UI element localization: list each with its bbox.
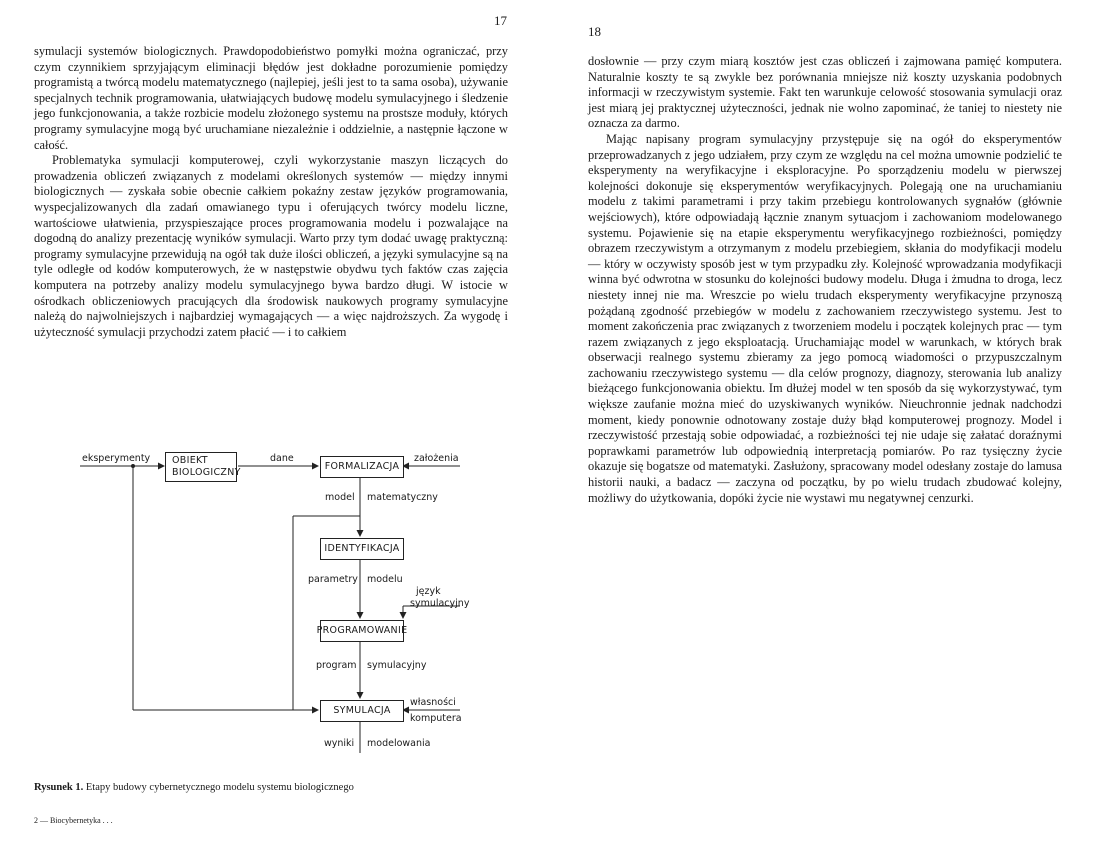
box-label: OBIEKT <box>172 455 208 466</box>
paragraph: Problematyka symulacji komputerowej, czyli wykorzystanie maszyn liczących do prowadzenia obliczeń związanych z modelami określonych systemów — między innymi biologicznych — zyskała sobie obecnie całkiem pokaźny zestaw języków programowania, wyspecjalizowanych dla zadań omawianego typu i oferujących twórcy modelu liczne, wartościowe ułatwienia, przyspieszające proces programowania modelu i pozwalające na dogodną do analizy prezentację wyników symulacji. Warto przy tym dodać uwagę praktyczną: programy symulacyjne przewidują na ogół tak duże ilości obliczeń, a języki symulacyjne są na tyle odległe od kodów komputerowych, że w następstwie obydwu tych faktów czas zajęcia komputera na potrzeby analizy modelu symulacyjnego bywa bardzo długi. W istocie w ośrodkach obliczeniowych pracujących dla środowisk naukowych programy symulacyjne należą do najwolniejszych i najbardziej wymagających — a więc najdroższych. Za wygodę i użyteczność symulacji przychodzi zatem płacić — i to całkiem <box>34 153 508 339</box>
label-wyniki: wyniki <box>324 738 355 749</box>
label-parametry: parametry <box>308 574 358 585</box>
page-number: 17 <box>494 13 507 28</box>
flow-diagram <box>80 448 480 768</box>
box-obiekt-biologiczny <box>165 452 241 482</box>
box-symulacja: SYMULACJA <box>320 700 404 722</box>
label-jezyk: język <box>416 586 441 597</box>
figure-caption <box>34 782 354 793</box>
label-eksperymenty: eksperymenty <box>82 453 151 464</box>
label-modelu: modelu <box>367 574 403 585</box>
page-number: 18 <box>588 24 601 39</box>
body-text <box>34 44 508 340</box>
label-model: model <box>325 492 355 503</box>
junction-dot <box>131 464 135 468</box>
body-text <box>588 54 1062 506</box>
label-modelowania: modelowania <box>367 738 431 749</box>
page-footer: 2 — Biocybernetyka . . . <box>34 816 113 825</box>
caption-label: Rysunek 1. <box>34 782 84 793</box>
label-symulacyjny-2: symulacyjny <box>367 660 427 671</box>
label-wlasnosci: własności <box>410 697 456 708</box>
label-zalozenia: założenia <box>414 453 459 464</box>
label-dane: dane <box>270 453 294 464</box>
box-programowanie: PROGRAMOWANIE <box>320 620 404 642</box>
right-page <box>550 0 1100 847</box>
caption-text: Etapy budowy cybernetycznego modelu systemu biologicznego <box>85 782 354 793</box>
label-symulacyjny: symulacyjny <box>410 598 470 609</box>
paragraph: dosłownie — przy czym miarą kosztów jest czas obliczeń i zajmowana pamięć komputera. Naturalnie koszty te są zwykle bez porównania mniejsze niż koszty uzyskania podobnych informacji w rzeczywistym systemie. Fakt ten warunkuje celowość stosowania symulacji oraz jest miarą jej praktycznej użyteczności, jednak nie wolno zapominać, że taniej to niestety nie oznacza za darmo. <box>588 54 1062 131</box>
box-formalizacja: FORMALIZACJA <box>320 456 404 478</box>
box-label: BIOLOGICZNY <box>172 467 241 478</box>
box-identyfikacja: IDENTYFIKACJA <box>320 538 404 560</box>
paragraph: symulacji systemów biologicznych. Prawdopodobieństwo pomyłki można ograniczać, przy czym czynnikiem sprzyjającym eliminacji błędów jest dokładne porozumienie pomiędzy programistą a twórcą modelu matematycznego (najlepiej, jeśli jest to ta sama osoba), używanie specjalnych technik programowania, ułatwiających budowę modelu symulacyjnego i śledzenie jego funkcjonowania, a także rozbicie modelu złożonego systemu na prostsze moduły, których programy symulacyjne mogą być uruchamiane niezależnie i oddzielnie, a następnie łączone w całość. <box>34 44 508 152</box>
paragraph: Mając napisany program symulacyjny przystępuje się na ogół do eksperymentów przeprowadzanych z jego udziałem, przy czym ze względu na cel można umownie podzielić te eksperymenty na weryfikacyjne i eksploracyjne. Po sporządzeniu modelu w pierwszej kolejności dokonuje się eksperymentów weryfikacyjnych. Polegają one na uruchamianiu modelu z takimi parametrami i przy takim przebiegu kontrolowanych sygnałów (głównie wejściowych), które odpowiadają łącznie znanym sytuacjom i zachowaniom modelowanego systemu. Pojawienie się na etapie eksperymentu weryfikacyjnego rozbieżności, pomiędzy obrazem rzeczywistym a otrzymanym z modelu przebiegiem, skłania do modyfikacji modelu — który w oczywisty sposób jest w tym przypadku zły. Kolejność wprowadzania modyfikacji winna być odwrotna w stosunku do kolejności budowy modelu. Długa i żmudna to droga, lecz niestety innej nie ma. Wreszcie po wielu trudach eksperymenty weryfikacyjne przynoszą pożądaną zgodność przebiegów w modelu z zachowaniem rzeczywistego systemu. Jest to moment zakończenia prac związanych z tworzeniem modelu i początek kolejnych prac — tym razem związanych z jego eksploatacją. Uruchamiając model w warunkach, w których brak obserwacji realnego systemu zbieramy za jego pomocą wiadomości o przypuszczalnym zachowaniu rzeczywistego systemu — dla celów prognozy, diagnozy, sterowania lub analizy bieżącego funkcjonowania obiektu. Im dłużej model w ten sposób da się wykorzystywać, tym większe zaufanie można mieć do uzyskiwanych wyników. Nieuchronnie jednak nadchodzi moment, kiedy ponownie odnotowany zostaje duży błąd komputerowej prognozy. Model i rzeczywistość przestają sobie odpowiadać, a rozbieżności tej nie udaje się załatać doraźnymi poprawkami parametrów lub odpowiednią interpretacją pomiarów. Po raz tysięczny życie okazuje się bogatsze od matematyki. Zasłużony, spracowany model odesłany zostaje do lamusa historii nauki, a badacz — zaczyna od początku, by po wielu trudach zbudować kolejny, możliwy do użytkowania, dopóki życie nie wystawi mu negatywnej cenzurki. <box>588 131 1062 505</box>
label-komputera: komputera <box>410 713 462 724</box>
label-program: program <box>316 660 357 671</box>
label-matematyczny: matematyczny <box>367 492 438 503</box>
